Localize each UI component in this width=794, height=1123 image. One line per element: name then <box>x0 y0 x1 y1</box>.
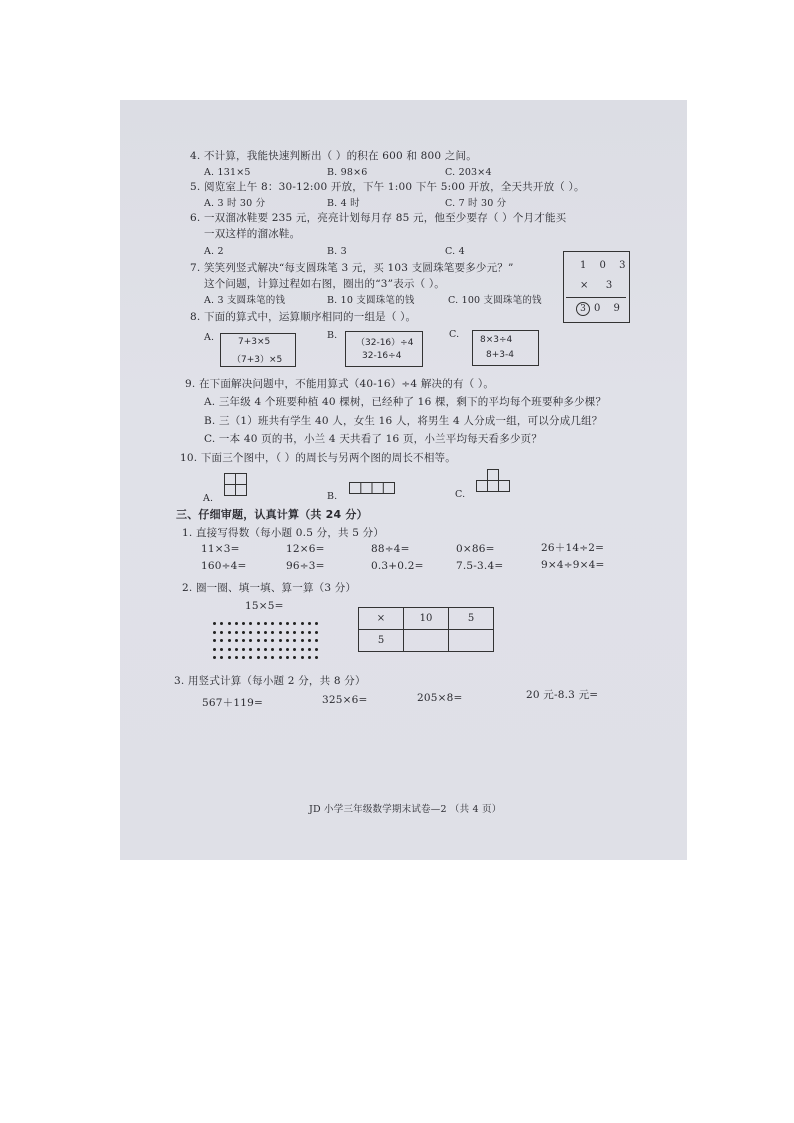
q8-option-b-line2: 32-16÷4 <box>362 351 402 361</box>
q4-option-b: B. 98×6 <box>327 167 368 178</box>
dot <box>235 631 238 634</box>
section3-title: 三、仔细审题，认真计算（共 24 分） <box>176 508 368 521</box>
dot <box>301 648 304 651</box>
dot <box>213 622 216 625</box>
dot <box>235 639 238 642</box>
dot <box>271 648 274 651</box>
dot <box>228 656 231 659</box>
dot <box>315 639 318 642</box>
dot <box>308 648 311 651</box>
dot <box>293 622 296 625</box>
vertical-calc-item: 567＋119= <box>202 697 263 709</box>
dot <box>293 639 296 642</box>
table-answer-cell[interactable] <box>404 630 449 652</box>
calc-item: 12×6= <box>286 543 325 555</box>
dot <box>235 656 238 659</box>
dot <box>279 656 282 659</box>
dot <box>264 639 267 642</box>
q7-stem-line1: 7. 笑笑列竖式解决“每支圆珠笔 3 元，买 103 支圆珠笔要多少元？” <box>190 262 514 274</box>
calc-item: 0.3+0.2= <box>371 560 424 572</box>
dot <box>249 639 252 642</box>
dot <box>264 656 267 659</box>
calc-item: 7.5-3.4= <box>456 560 504 572</box>
dot <box>301 622 304 625</box>
dot <box>308 631 311 634</box>
q6-option-b: B. 3 <box>327 246 347 257</box>
dot <box>279 631 282 634</box>
circled-digit: 3 <box>576 302 590 316</box>
vertical-calc-item: 325×6= <box>322 694 368 706</box>
dot <box>279 639 282 642</box>
dot <box>308 656 311 659</box>
q8-option-b-label: B. <box>327 330 338 341</box>
dot <box>271 639 274 642</box>
dot <box>213 639 216 642</box>
dot <box>308 639 311 642</box>
vertical-calc-item: 205×8= <box>417 692 463 704</box>
dot <box>315 622 318 625</box>
vertical-calc-multiplicand: 1 0 3 <box>580 260 631 271</box>
dot <box>271 622 274 625</box>
dot <box>213 656 216 659</box>
dot <box>228 631 231 634</box>
dot <box>242 648 245 651</box>
shape-1x4-row <box>349 482 397 496</box>
calc-item: 26＋14÷2= <box>541 542 605 554</box>
dot <box>213 648 216 651</box>
dot <box>264 622 267 625</box>
dot <box>220 622 223 625</box>
dot <box>264 648 267 651</box>
dot <box>257 656 260 659</box>
dot <box>220 639 223 642</box>
q10-option-c-label: C. <box>455 489 466 500</box>
q8-option-a-line1: 7+3×5 <box>238 337 271 347</box>
part2-expression: 15×5= <box>245 600 284 612</box>
dot <box>235 648 238 651</box>
table-answer-cell[interactable] <box>449 630 494 652</box>
shape-t-tetromino <box>476 469 512 494</box>
dot <box>257 648 260 651</box>
table-row-label: 5 <box>359 630 404 652</box>
q7-option-c: C. 100 支圆珠笔的钱 <box>448 295 542 306</box>
dot <box>257 622 260 625</box>
q7-stem-line2: 这个问题，计算过程如右图，圈出的“3”表示（ ）。 <box>204 278 446 290</box>
q6-option-a: A. 2 <box>204 246 224 257</box>
dot <box>249 656 252 659</box>
dot <box>315 631 318 634</box>
dot <box>220 656 223 659</box>
q7-option-a: A. 3 支圆珠笔的钱 <box>204 295 286 306</box>
section3-part3-title: 3. 用竖式计算（每小题 2 分，共 8 分） <box>174 675 366 687</box>
q8-option-a-line2: （7+3）×5 <box>232 355 283 365</box>
dot <box>242 639 245 642</box>
shape-2x2-square <box>224 473 249 497</box>
page-footer: JD 小学三年级数学期末试卷—2 （共 4 页） <box>309 804 502 815</box>
calc-item: 0×86= <box>456 543 495 555</box>
table-header-cell: × <box>359 608 404 630</box>
q7-option-b: B. 10 支圆珠笔的钱 <box>327 295 415 306</box>
q10-stem: 10. 下面三个图中，（ ）的周长与另两个图的周长不相等。 <box>180 452 456 464</box>
q5-option-c: C. 7 时 30 分 <box>445 198 507 209</box>
dot <box>308 622 311 625</box>
dot <box>257 631 260 634</box>
dot <box>293 648 296 651</box>
dot <box>301 656 304 659</box>
q8-option-a-label: A. <box>204 332 215 343</box>
q8-option-b-line1: （32-16）÷4 <box>356 338 414 348</box>
calc-item: 160÷4= <box>201 560 247 572</box>
dot-grid <box>213 622 322 665</box>
dot <box>286 656 289 659</box>
dot <box>235 622 238 625</box>
table-header-cell: 10 <box>404 608 449 630</box>
dot <box>271 631 274 634</box>
vertical-calc-multiplier: × 3 <box>580 280 615 291</box>
dot <box>279 648 282 651</box>
dot <box>213 631 216 634</box>
q9-option-a: A. 三年级 4 个班要种植 40 棵树，已经种了 16 棵，剩下的平均每个班要种多少棵？ <box>204 396 607 408</box>
dot <box>315 656 318 659</box>
q8-option-c-line2: 8+3-4 <box>486 350 514 360</box>
dot <box>264 631 267 634</box>
dot <box>293 656 296 659</box>
dot <box>249 648 252 651</box>
dot <box>242 656 245 659</box>
q5-stem: 5. 阅览室上午 8：30-12:00 开放，下午 1:00 下午 5:00 开放，全天共开放（ ）。 <box>190 181 585 193</box>
dot <box>228 648 231 651</box>
calc-item: 96÷3= <box>286 560 325 572</box>
q9-option-b: B. 三（1）班共有学生 40 人，女生 16 人，将男生 4 人分成一组，可以分成几组？ <box>204 415 603 427</box>
dot <box>271 656 274 659</box>
q5-option-a: A. 3 时 30 分 <box>204 198 266 209</box>
section3-part1-title: 1. 直接写得数（每小题 0.5 分，共 5 分） <box>182 527 385 539</box>
dot <box>293 631 296 634</box>
dot <box>315 648 318 651</box>
dot <box>228 622 231 625</box>
dot <box>249 631 252 634</box>
calc-item: 11×3= <box>201 543 240 555</box>
q4-option-c: C. 203×4 <box>445 167 492 178</box>
vertical-calc-result-rest: 0 9 <box>594 303 625 314</box>
q6-stem-line1: 6. 一双溜冰鞋要 235 元，亮亮计划每月存 85 元，他至少要存（ ）个月才能买 <box>190 212 567 224</box>
dot <box>257 639 260 642</box>
vertical-calc-item: 20 元-8.3 元= <box>526 689 599 701</box>
dot <box>286 631 289 634</box>
dot <box>220 631 223 634</box>
multiplication-table <box>358 607 494 652</box>
q9-stem: 9. 在下面解决问题中，不能用算式（40-16）÷4 解决的有（ ）。 <box>185 378 495 390</box>
q8-option-c-line1: 8×3÷4 <box>480 335 513 345</box>
q10-option-a-label: A. <box>203 493 214 504</box>
vertical-calc-line <box>566 297 626 298</box>
q10-option-b-label: B. <box>327 491 338 502</box>
table-header-cell: 5 <box>449 608 494 630</box>
q8-stem: 8. 下面的算式中，运算顺序相同的一组是（ ）。 <box>190 311 417 323</box>
dot <box>249 622 252 625</box>
dot <box>286 648 289 651</box>
q4-option-a: A. 131×5 <box>204 167 251 178</box>
calc-item: 9×4÷9×4= <box>541 559 605 571</box>
dot <box>220 648 223 651</box>
dot <box>279 622 282 625</box>
q4-stem: 4. 不计算，我能快速判断出（ ）的积在 600 和 800 之间。 <box>190 150 477 162</box>
dot <box>301 631 304 634</box>
dot <box>242 631 245 634</box>
dot <box>286 622 289 625</box>
q6-stem-line2: 一双这样的溜冰鞋。 <box>204 228 301 240</box>
dot <box>286 639 289 642</box>
dot <box>242 622 245 625</box>
section3-part2-title: 2. 圈一圈、填一填、算一算（3 分） <box>182 582 357 594</box>
dot <box>228 639 231 642</box>
dot <box>301 639 304 642</box>
q5-option-b: B. 4 时 <box>327 198 360 209</box>
q8-option-c-label: C. <box>449 329 460 340</box>
q6-option-c: C. 4 <box>445 246 465 257</box>
calc-item: 88÷4= <box>371 543 410 555</box>
q9-option-c: C. 一本 40 页的书，小兰 4 天共看了 16 页，小兰平均每天看多少页？ <box>204 433 543 445</box>
